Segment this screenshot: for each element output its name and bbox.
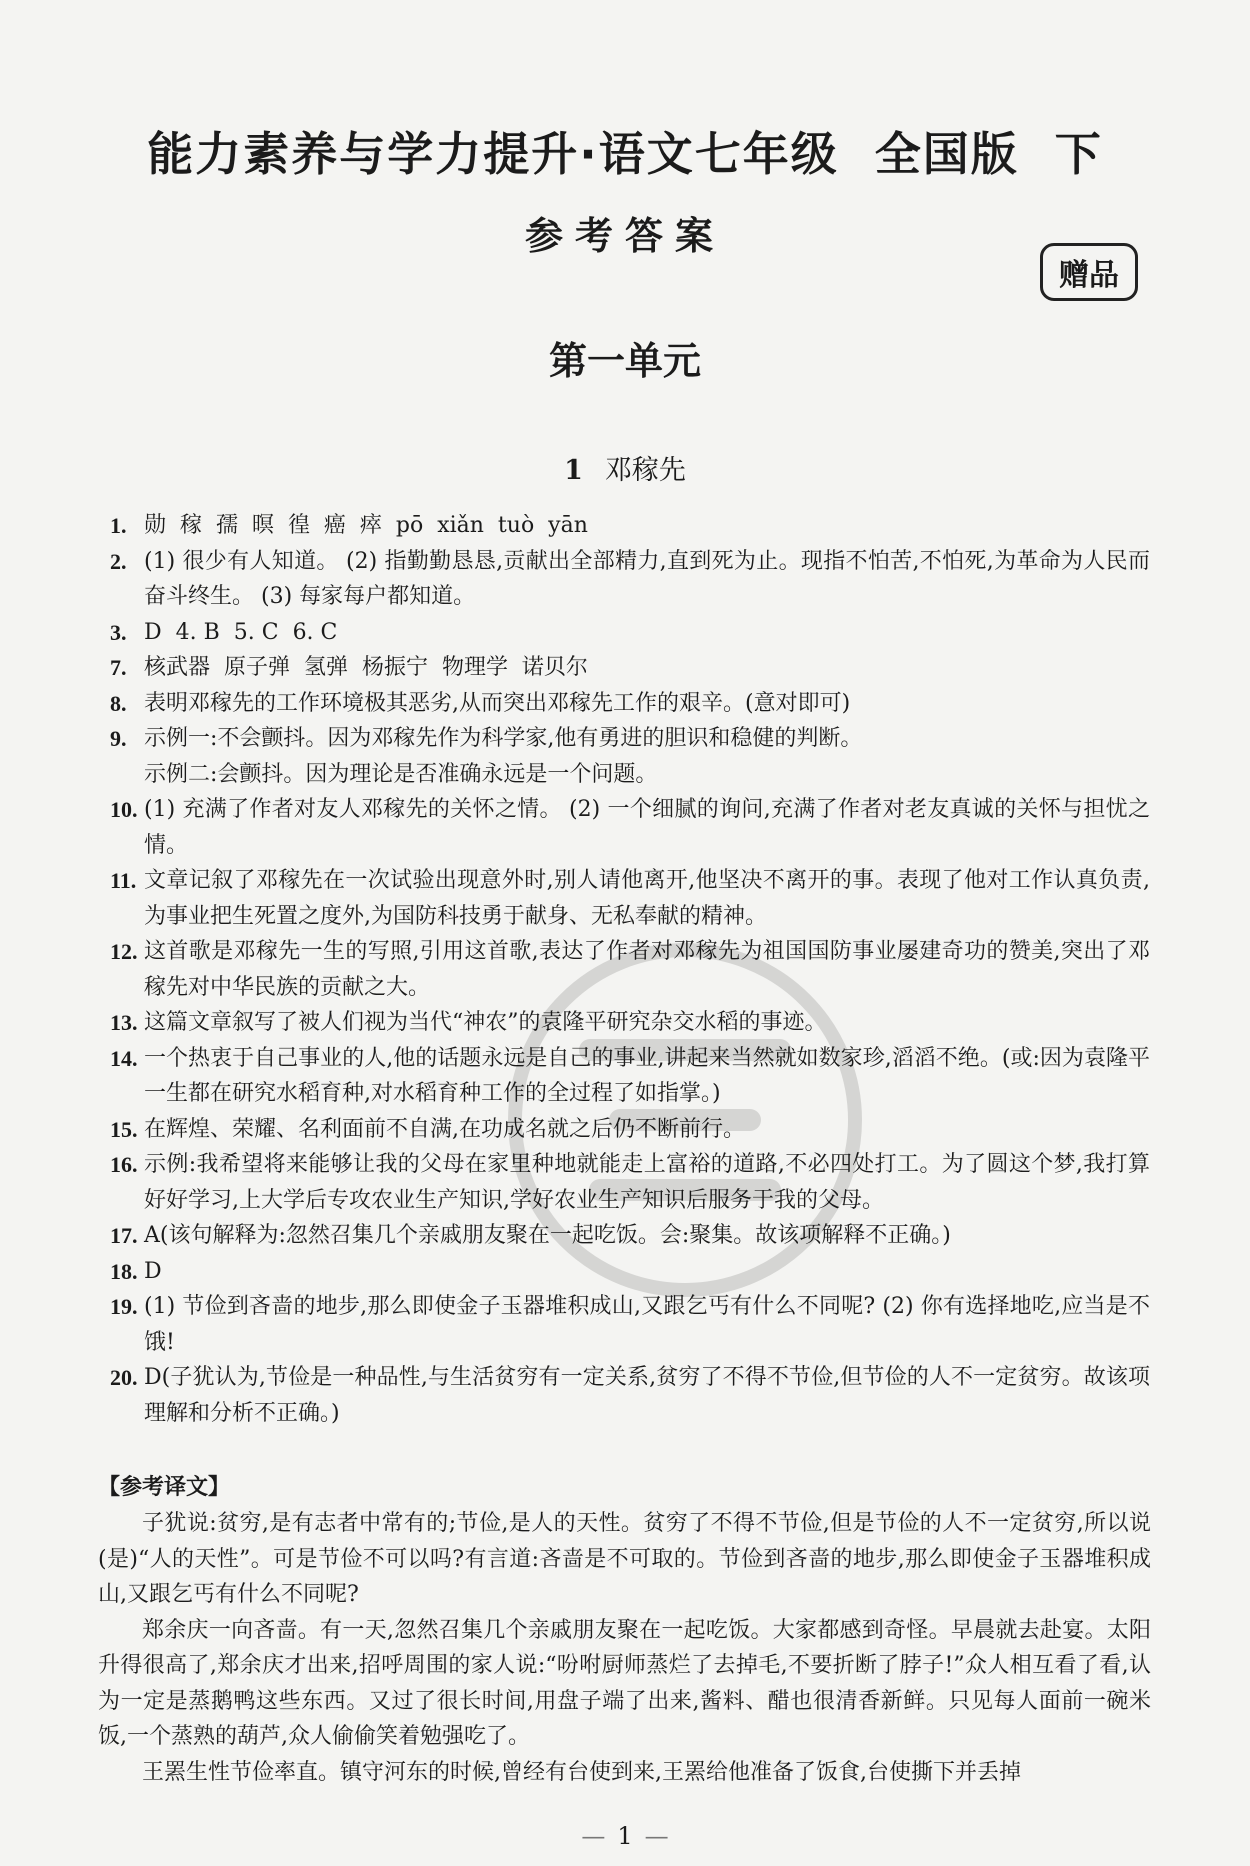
answer-text: 在辉煌、荣耀、名利面前不自满,在功成名就之后仍不断前行。 [144,1116,745,1142]
page-dash-left: — [581,1822,606,1850]
answer-number: 15. [110,1116,138,1142]
answer-number: 9. [110,726,127,751]
answer-item [110,792,1150,863]
reference-translation-heading: 【参考译文】 [98,1475,231,1500]
answer-text: D [144,1258,162,1284]
answer-text: A(该句解释为:忽然召集几个亲戚朋友聚在一起吃饭。会:聚集。故该项解释不正确。) [144,1223,951,1248]
answer-number: 14. [110,1045,138,1071]
answer-text: 勋 稼 孺 暝 徨 癌 瘁 pō xiǎn tuò yān [144,513,588,538]
answer-item [110,686,1150,722]
answer-item [110,1112,1150,1148]
answer-item [110,1360,1150,1431]
reference-translation [98,1506,1151,1790]
answer-number: 8. [110,690,127,716]
answer-item [110,721,1150,792]
answer-item [110,1041,1150,1112]
answer-number: 19. [110,1294,138,1319]
translation-paragraph: 王罴生性节俭率直。镇守河东的时候,曾经有台使到来,王罴给他准备了饭食,台使撕下并丢掉 [142,1759,1021,1785]
answer-text: 表明邓稼先的工作环境极其恶劣,从而突出邓稼先工作的艰辛。(意对即可) [144,690,851,716]
answer-number: 3. [110,619,127,645]
answer-text: D 4. B 5. C 6. C [144,619,338,645]
translation-paragraph: 郑余庆一向吝啬。有一天,忽然召集几个亲戚朋友聚在一起吃饭。大家都感到奇怪。早晨就去赴宴。太阳升得很高了,郑余庆才出来,招呼周围的家人说:“吩咐厨师蒸烂了去掉毛,不要折断了脖子!”众人相互看了看,认为一定是蒸鹅鸭这些东西。又过了很长时间,用盘子端了出来,酱料、醋也很清香新鲜。只见每人面前一碗米饭,一个蒸熟的葫芦,众人偷偷笑着勉强吃了。 [98,1617,1151,1749]
answer-text: 示例一:不会颤抖。因为邓稼先作为科学家,他有勇进的胆识和稳健的判断。 示例二:会颤抖。因为理论是否准确永远是一个问题。 [144,726,863,787]
answer-item [110,650,1150,686]
answer-text: 示例:我希望将来能够让我的父母在家里种地就能走上富裕的道路,不必四处打工。为了圆这个梦,我打算好好学习,上大学后专攻农业生产知识,学好农业生产知识后服务于我的父母。 [144,1152,1150,1213]
answer-number: 7. [110,655,127,680]
translation-paragraph: 子犹说:贫穷,是有志者中常有的;节俭,是人的天性。贫穷了不得不节俭,但是节俭的人不一定贫穷,所以说(是)“人的天性”。可是节俭不可以吗?有言道:吝啬是不可取的。节俭到吝啬的地步,那么即使金子玉器堆积成山,又跟乞丐有什么不同呢? [98,1511,1151,1607]
answer-item [110,615,1150,651]
answer-item [110,1005,1150,1041]
answer-item [110,508,1150,544]
book-title: 能力素养与学力提升·语文七年级 全国版 下 [147,127,1103,181]
lesson-number: 1 [564,455,583,486]
answer-item [110,934,1150,1005]
answer-text: 核武器 原子弹 氢弹 杨振宁 物理学 诺贝尔 [144,655,588,680]
lesson-title [0,448,1250,487]
answer-list [110,508,1150,1431]
answer-item [110,1218,1150,1254]
page-number-value: 1 [617,1822,633,1850]
answer-number: 1. [110,513,127,538]
answer-number: 2. [110,548,127,574]
answer-number: 18. [110,1258,138,1284]
page-dash-right: — [644,1822,669,1850]
unit-title: 第一单元 [548,338,701,383]
gift-badge: 赠品 [1040,243,1138,301]
answer-item [110,1289,1150,1360]
answer-item [110,1254,1150,1290]
answer-item [110,544,1150,615]
answer-text: 一个热衷于自己事业的人,他的话题永远是自己的事业,讲起来当然就如数家珍,滔滔不绝。(或:因为袁隆平一生都在研究水稻育种,对水稻育种工作的全过程了如指掌。) [144,1045,1150,1106]
answer-number: 11. [110,868,137,893]
answer-number: 16. [110,1152,138,1177]
page-number [0,1822,1250,1850]
lesson-name: 邓稼先 [604,455,686,486]
answer-number: 20. [110,1365,138,1390]
answer-text: (1) 很少有人知道。 (2) 指勤勤恳恳,贡献出全部精力,直到死为止。现指不怕苦,不怕死,为革命为人民而奋斗终生。 (3) 每家每户都知道。 [144,548,1150,609]
answer-text: (1) 节俭到吝啬的地步,那么即使金子玉器堆积成山,又跟乞丐有什么不同呢? (2) 你有选择地吃,应当是不饿! [144,1294,1150,1355]
answer-number: 10. [110,797,138,822]
answer-number: 13. [110,1010,138,1035]
answer-item [110,1147,1150,1218]
answer-text: 文章记叙了邓稼先在一次试验出现意外时,别人请他离开,他坚决不离开的事。表现了他对工作认真负责,为事业把生死置之度外,为国防科技勇于献身、无私奉献的精神。 [144,868,1150,929]
answer-text: D(子犹认为,节俭是一种品性,与生活贫穷有一定关系,贫穷了不得不节俭,但节俭的人不一定贫穷。故该项理解和分析不正确。) [144,1365,1150,1426]
answer-text: 这篇文章叙写了被人们视为当代“神农”的袁隆平研究杂交水稻的事迹。 [144,1010,827,1035]
answer-item [110,863,1150,934]
answer-text: 这首歌是邓稼先一生的写照,引用这首歌,表达了作者对邓稼先为祖国国防事业屡建奇功的赞美,突出了邓稼先对中华民族的贡献之大。 [144,939,1150,1000]
answers-subtitle: 参考答案 [524,214,725,258]
answer-number: 12. [110,939,138,964]
answer-text: (1) 充满了作者对友人邓稼先的关怀之情。 (2) 一个细腻的询问,充满了作者对老友真诚的关怀与担忧之情。 [144,797,1150,858]
answer-number: 17. [110,1223,138,1248]
